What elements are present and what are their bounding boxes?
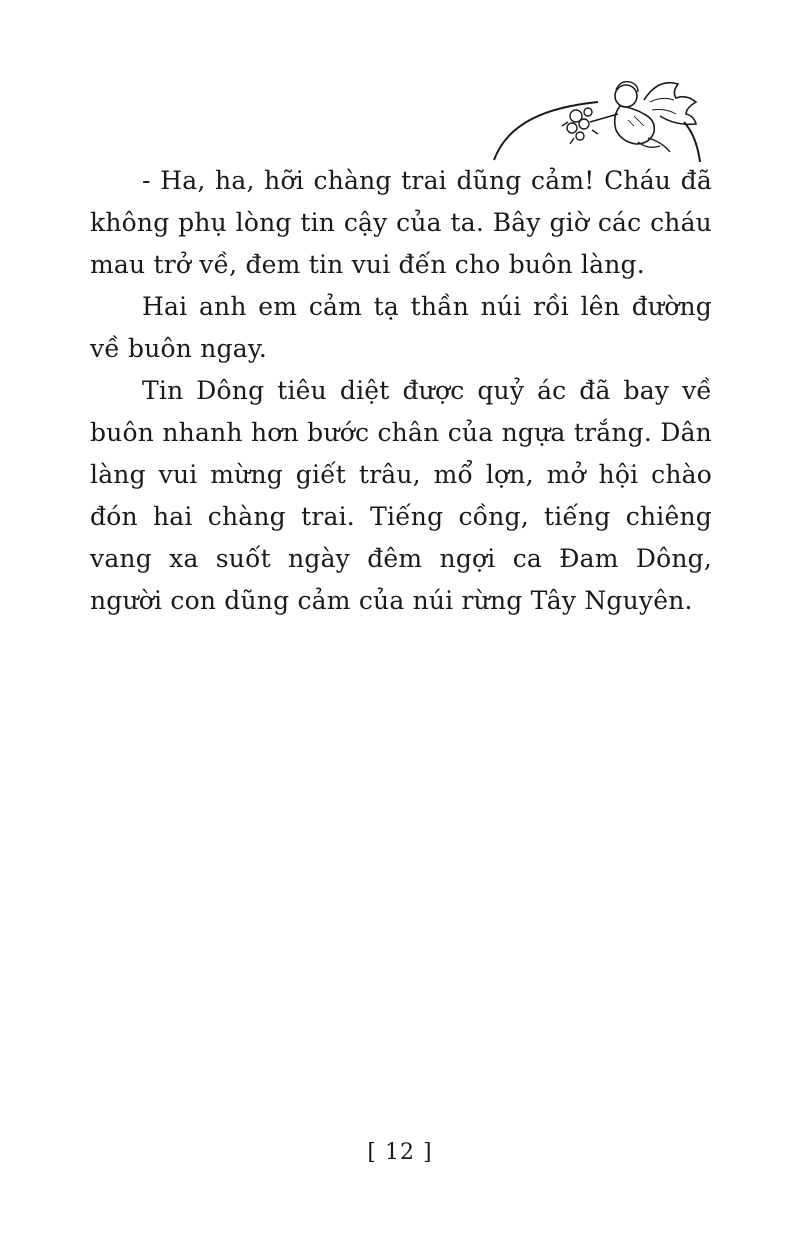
page-number-close-bracket: ] [423, 1140, 433, 1165]
page-number-open-bracket: [ [367, 1140, 377, 1165]
paragraph-village-celebration: Tin Dông tiêu diệt được quỷ ác đã bay về buôn nhanh hơn bước chân của ngựa trắng. Dân làng vui mừng giết trâu, mổ lợn, mở hội chào đón hai chàng trai. Tiếng cồng, tiếng chiêng vang xa suốt ngày đêm ngợi ca Đam Dông, người con dũng cảm của núi rừng Tây Nguyên. [90, 376, 712, 615]
story-text [90, 160, 712, 622]
paragraph-mountain-god-speech: - Ha, ha, hỡi chàng trai dũng cảm! Cháu đã không phụ lòng tin cậy của ta. Bây giờ các cháu mau trở về, đem tin vui đến cho buôn làng. [90, 166, 712, 279]
page-number [0, 1140, 800, 1165]
cherub-with-flower-garland-icon [488, 72, 720, 172]
page-number-value: 12 [385, 1140, 415, 1165]
paragraph-brothers-return: Hai anh em cảm tạ thần núi rồi lên đường về buôn ngay. [90, 292, 712, 363]
